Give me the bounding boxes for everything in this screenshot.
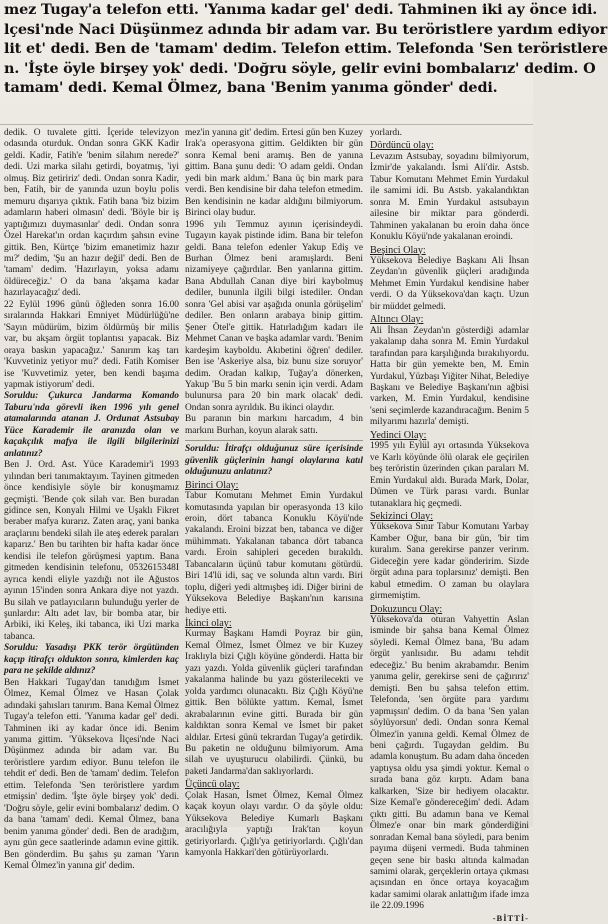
- section-heading: Dokuzuncu Olay:: [370, 603, 443, 615]
- paragraph: Kurmay Başkanı Hamdi Poyraz bir gün, Kemal Ölmez, İsmet Ölmez ve bir Kuzey Iraklıyla bizi Çığlı köyüne gönderdi. Hatta bir yazı yazdı. Yolda güvenlik güçleri tarafından yakalanma halinde bu yazı gösterilecekti ve yolda yardımcı olunacaktı. Biz Çığlı Köyü'ne gittik. Ben bölükte yattım. Kemal, İsmet akrabalarının evine gitti. Burada bir gün kaldıktan sonra Kemal ve İsmet bir paket aldılar. Ertesi günü tekrardan Tugay'a getirdik. Bu paketin ne olduğunu bilmiyorum. Ama silah ve uyuşturucu olabilirdi. Çünkü, bu paketi Jandarma'dan saklıyorlardı.: [185, 629, 363, 777]
- paragraph: Yüksekova Belediye Başkanı Ali İhsan Zeydan'ın güvenlik güçleri aradığında Mehmet Emin Yurdakul kendisine haber verdi. O da Yüksekova'dan kaçtı. Uzun bir müddet gelmedi.: [370, 255, 529, 312]
- headline-line: n. 'İşte öyle birşey yok' dedi. 'Doğru söyle, gelir evini bombalarız' dedim. O: [4, 59, 596, 77]
- paragraph: Bu paranın bin markını harcadım, 4 bin markını Burhan, koyun alarak sattı.: [185, 414, 363, 436]
- section-heading: Beşinci Olay:: [370, 244, 426, 256]
- divider: [185, 440, 363, 441]
- section-heading: İkinci olay:: [185, 618, 232, 630]
- question: Soruldu: Yasadışı PKK terör örgütünden kaçıp itirafçı oldukton sonra, kimlerden kaç para ne şekilde aldınız?: [4, 643, 179, 677]
- paragraph: mez'in yanına git' dedim. Ertesi gün ben Kuzey Irak'a operasyona gittim. Geldikten bir gün sonra Kemal beni aramış. Ben de yanına gittim. Bana şunu dedi: 'O adam geldi. Ondan yedi bin mark aldım.' Bana üç bin mark para verdi. Ben kendisine bir daha telefon etmedim. Ben kendisinin ne kadar aldığını bilmiyorum. Birinci olay budur.: [185, 128, 363, 219]
- column-right: [370, 128, 529, 923]
- paragraph: Çolak Hasan, İsmet Ölmez, Kemal Ölmez kaçak koyun olayı vardır. O da şöyle oldu: Yüksekova Belediye Kumarlı Başkanı aracılığıyla yaptığı Irak'tan koyun getiriyorlardı. Çığlı'ya getiriyorlardı. Çığlı'dan kamyonla Hakkari'den götürüyorlardı.: [185, 790, 363, 859]
- headline-excerpt: [0, 0, 608, 125]
- paragraph: Ali İhsan Zeydan'ın gösterdiği adamlar yakalanıp daha sonra M. Emin Yurdakul tarafından para karşılığında bırakılıyordu. Hatta bir gün yemekte ben, M. Emin Yurdakul, Yüzbaşı Yiğiter Nihat, Belediye Başkanı ve Belediye Başkanı'nın ağbisi varken, M. Emin Yurdakul, kendisine 'seni seçimlerde kazandıracağım. Benim 5 milyarımı hazırla' demişti.: [370, 325, 529, 428]
- section-heading: Üçüncü olay:: [185, 779, 240, 791]
- paragraph: Yüksekova'da oturan Vahyettin Aslan isminde bir şahsa bana Kemal Ölmez söyledi. Kemal Ölmez bana, 'Bu adam örgüt yanlısıdır. Bu adamı tehdit edeceğiz.' Bu benim akrabamdır. Benim yanıma gelir, gerekirse seni de çağırırız' demişti. Ben bu şahsa telefon ettim. Telefonda, 'sen örgüte para yardımı yapmışsın' dedim. O da bana 'Sen yalan söylüyorsun' dedi. Ondan sonra Kemal Ölmez'in yanına geldi. Kemal Ölmez de beni çağırdı. Tugaydan geldim. Bu adamla konuştum. Bu adam daha önceden yaptıysa oldu ysa şimdi yoktur. Kemal o sırada bana göz kırptı. Adam bana kalkarken, 'Size bir hediyem olacaktır. Size Kemal'e göndereceğim' dedi. Adam çıktı gitti. Bu adamın bana ve Kemal Ölmez'e onar bin mark gönderdiğini sonradan Kemal bana söyledi, para benim payıma düşeni vermedi. Buda tahminen geçen sene bir baskı altında kalmadan samimi olarak, gerçeklerin ortaya çıkması açısından en önce ortaya koyacağım kadar samimi olarak anlattığım ifade imza ile 22.09.1996: [370, 615, 529, 912]
- headline-line: lit et' dedi. Ben de 'tamam' dedim. Telefon ettim. Telefonda 'Sen teröristlere: [4, 40, 608, 57]
- paragraph: 22 Eylül 1996 günü öğleden sonra 16.00 sıralarında Hakkari Emniyet Müdürlüğü'ne 'Sayın müdürüm, bizim öldürmüş bir milis var, bu akşam örgüt toplantısı yapacak. Biz oraya baskın yapacağız.' Sanırım kaş tarı 'Kuvvetiniz yetiyor mu?' dedi. Fatih Komiser ise 'Kuvvetimiz yeter, ben kendi başıma yapmak istiyorum' dedi.: [4, 299, 179, 390]
- headline-line: tamam' dedi. Kemal Ölmez, bana 'Benim yanıma gönder' dedi.: [4, 79, 498, 96]
- headline-line: lçesi'nde Naci Düşünmez adında bir adam var. Bu teröristlere yardım ediyor: [4, 20, 607, 38]
- section-heading: Sekizinci Olay:: [370, 510, 434, 522]
- section-heading: Dördüncü olay:: [370, 140, 434, 152]
- paragraph: Levazım Astsubay, soyadını bilmiyorum, İzmir'de yakalandı. İsmi Ali'dir. Astsb. Tabur Komutanı Mehmet Emin Yurdakul ile samimi idi. Bu Astsb. yakalandıktan sonra M. Emin Yurdakul astsubayın ailesine bir miktar para gönderdi. Tahminen yakalanan bu eroin daha önce Konuklu Köyü'nde yakalanan eroindi.: [370, 151, 529, 243]
- column-left: [4, 128, 179, 871]
- paragraph: Yüksekova Sınır Tabur Komutanı Yarbay Kamber Oğur, bana bir gün, 'bir tim kuralım. Sana gerekirse panzer verirım. Gideceğin yere kadar gönderirim. Sizde örgüt adına para toplarsınız' demişti. Ben kabul etmedim. O zaman bu olaylara girmemiştim.: [370, 522, 529, 602]
- headline-line: mez Tugay'a telefon etti. 'Yanıma kadar gel' dedi. Tahminen iki ay önce idi.: [4, 1, 598, 18]
- section-heading: Altıncı Olay:: [370, 314, 424, 326]
- section-heading: Yedinci Olay:: [370, 429, 427, 441]
- paragraph: Tabur Komutanı Mehmet Emin Yurdakul komutasında yapılan bir operasyonda 13 kilo eroin, dört tabanca Konuklu Köyü'nde yakalandı. Eroini bizzat ben, tabanca ve diğer mühimmatı. Yakalanan tabanca dört tabanca vardı. Eroin sahipleri geceden bırakıldı. Tabancaların üçünü tabur komutanı götürdü. Biri 14'lü idi, saç ve solunda altın vardı. Biri toplu, diğeri yedi altmışbeş idi. Diğer birini de Yüksekova Belediye Başkanı'nın karısına hediye etti.: [185, 491, 363, 616]
- end-marker: -BİTTİ-: [492, 912, 529, 923]
- paragraph: dedik. O tuvalete gitti. İçeride televizyon odasında oturduk. Ondan sonra GKK Kadir geldi. Kadir, Fatih'e 'benim silahım nerede?' dedi. Uzi marka silahı getirdi, boyatmış, 'iyi olmuş. Biz getiririz' dedi. Ondan sonra Kadir, ben, Fatih, bir de yanında uzun boylu polis memuru dışarıya çıktık. Fatih bana 'biz bizim adamların haberi olmasın' dedi. 'Böyle bir iş yaptığımızı duymasınlar' dedi. Ondan sonra Özel Harekat'ın ordan kaçırdım şahsın evine gittik. Ben, Kürtçe 'bizim emanetimiz hazır mı?' dedim, 'Şu an hazır değil' dedi. Ben de 'tamam' dedim. 'Hazırlayın, yoksa adamı öldüreceğiz.' O da bana 'akşama kadar hazırlayacağız' dedi.: [4, 128, 179, 299]
- column-middle: [185, 128, 363, 859]
- paragraph: Ben Hakkari Tugay'dan tanıdığım İsmet Ölmez, Kemal Ölmez ve Hasan Çolak adındaki şahısları tanırım. Bana Kemal Ölmez Tugay'a telefon etti. 'Yanıma kadar gel' dedi. Tahminen iki ay kadar önce idi. Benim yanıma gittim. 'Yüksekova İlçesi'nde Naci Düşünmez adında bir adam var. Bu teröristlere yardım ediyor. Bunu telefon ile tehdit et' dedi. Ben de 'tamam' dedim. Telefon ettim. Telefonda 'Sen teröristlere yardım etmişsin' dedim. 'İşte öyle birşey yok' dedi. 'Doğru söyle, gelir evini bombalarız' dedim. O da bana 'tamam' dedi. Kemal Ölmez, bana benim yanıma gönder' dedi. Ben de aradığım, aynı gün gece saatlerinde adamın evine gittik. Ben gönderdim. Bu şahıs şu zaman 'Yarın Kemal Ölmez'in yanına git' dedim.: [4, 677, 179, 871]
- section-heading: Birinci Olay:: [185, 479, 239, 491]
- paragraph: 1996 yılı Temmuz ayının içerisindeydi. Tugayın kayak pistinde idim. Bana bir telefon geldi. Bana telefon edenler Yakup Ediş ve Burhan Ölmez beni aramışlardı. Beni nizamiyeye çağırdılar. Ben yanlarına gittim. Bana Abdullah Canan diye biri kaybolmuş dediler, bununla ilgili bilgi istediler. Ondan sonra 'Gel abisi var aşağıda onunla görüşelim' dediler. Ben onların arabaya binip gittim. Şener Ötel'e gittik. Hatırladığım kadarı ile Mehmet Canan ve başka adamlar vardı. 'Benim kardeşim kayboldu. Akıbetini öğren' dediler. Ben ise 'Askeriye alsa, biz bunu size soruyor' dedim. Oradan kalkıp, Tuğay'a dönerken, Yakup 'Bu 5 bin markı senin için verdi. Adam bulunursa para 20 bin mark olacak' dedi. Ondan sonra ayrıldık. Bu ikinci olaydır.: [185, 219, 363, 413]
- paragraph: yorlardı.: [370, 128, 403, 138]
- paragraph: 1995 yılı Eylül ayı ortasında Yüksekova ve Karlı köyünde ölü olarak ele geçirilen beş teröristin üzerinden çıkan paraları M. Emin Yurdakul aldı. Burada Mark, Dolar, Dümen ve Türk parası vardı. Bunlar tutanaklara hiç geçmedi.: [370, 441, 529, 509]
- paragraph: Ben J. Ord. Ast. Yüce Karademir'i 1993 yılından beri tanımaktayım. Tayinen gitmeden önce kendisiyle söyle bir konuşmamız geçmişti. 'Bende çok silah var. Ben buradan gidince sen, Konyalı Hilmi ve Uşaklı Fikret beraber mafya kurarız. Zaten araç, yani banka araçlarını bendeki silah ile ateş ederek paraları kaparız.' Ben bu tarihten bir hafta kadar önce kendisi ile telefon görüşmesi yaptım. Bana gitmeden kendisinin telefonu, 0532615348I ayrıca kendi eliyle yazdığı not ile Ağustos ayının 15'inden sonra Ankara diye not yazdı. Bu silah ve patlayıcıların bulunduğu yerler de şunlardır: Altı adet lav, bir bomba atar, bir Arbiki, iki Keleş, iki tabanca, iki Uzi marka tabanca.: [4, 460, 179, 642]
- question: Soruldu: İtirafçı olduğunuz süre içerisinde güvenlik güçlerinin hangi olaylarına katıl olduğunuzu anlatınız?: [185, 444, 363, 478]
- question: Soruldu: Çukurca Jandarma Komando Taburu'nda görevli iken 1996 yılı genel atamalarında atanan J. Ordunat Astsubay Yüce Karademir ile aranızda olan ve kaçakçılık mafya ile ilgili bilgilerinizi anlatınız?: [4, 391, 179, 459]
